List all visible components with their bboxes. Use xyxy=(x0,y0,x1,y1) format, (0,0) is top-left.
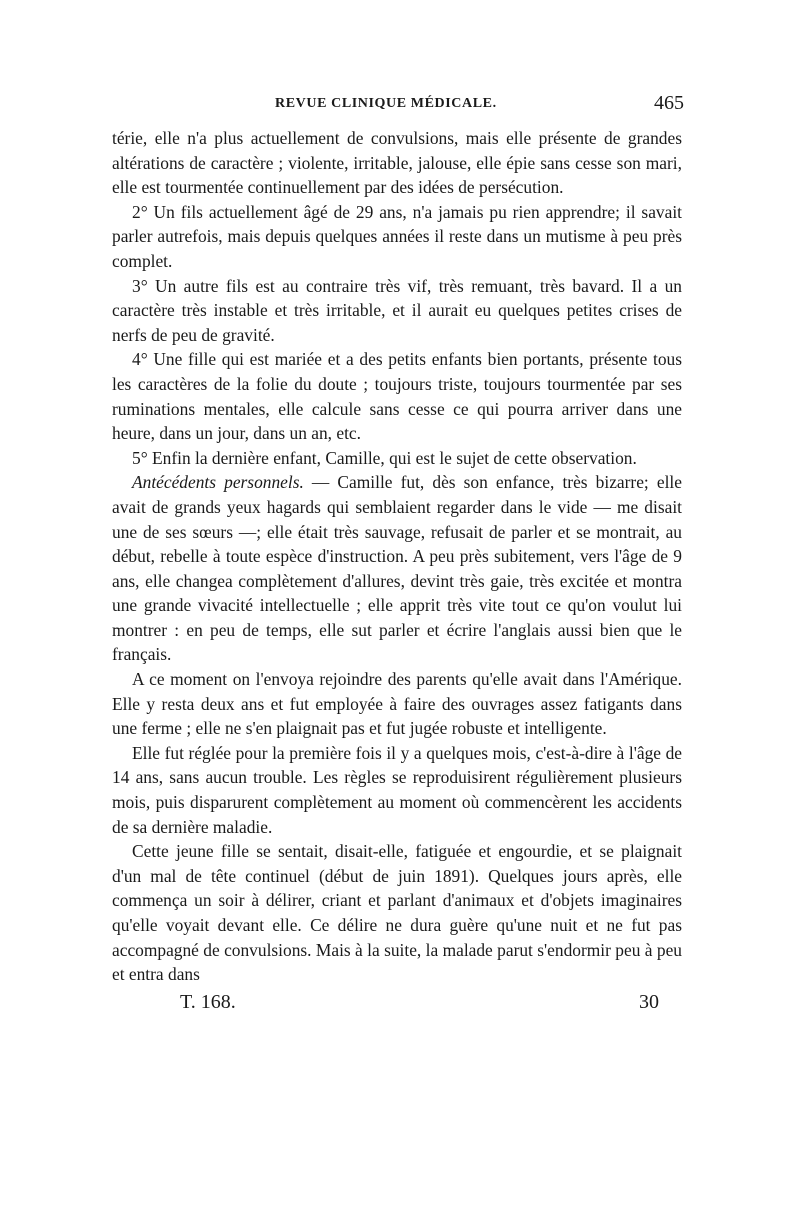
paragraph-america: A ce moment on l'envoya rejoindre des parents qu'elle avait dans l'Amérique. Elle y resta deux ans et fut employée à faire des ouvrages assez fatigants dans une ferme ; elle ne s'en plaignait pas et fut jugée robuste et intelligente. xyxy=(112,669,682,739)
body-text xyxy=(112,126,682,987)
paragraph-antecedents xyxy=(112,470,682,667)
page-header xyxy=(112,92,684,126)
running-head: REVUE CLINIQUE MÉDICALE. xyxy=(275,96,497,111)
printer-signature: T. 168. xyxy=(180,990,236,1013)
antecedents-heading: Antécédents personnels. xyxy=(132,472,304,493)
page-number: 465 xyxy=(654,92,684,114)
paragraph-daughter: 4° Une fille qui est mariée et a des petits enfants bien portants, présente tous les caractères de la folie du doute ; toujours triste, toujours tourmentée par ses ruminations mentales, elle calcule sans cesse ce qui pourra arriver dans une heure, dans un jour, dans un an, etc. xyxy=(112,349,682,444)
paragraph-camille: 5° Enfin la dernière enfant, Camille, qui est le sujet de cette observation. xyxy=(132,447,637,468)
paragraph-continuation: térie, elle n'a plus actuellement de convulsions, mais elle présente de grandes altérations de caractère ; violente, irritable, jalouse, elle épie sans cesse son mari, elle est tourmentée continuellement par des idées de persécution. xyxy=(112,128,682,198)
sheet-number: 30 xyxy=(639,990,659,1013)
document-page xyxy=(112,92,684,1156)
paragraph-illness-onset: Cette jeune fille se sentait, disait-elle, fatiguée et engourdie, et se plaignait d'un mal de tête continuel (début de juin 1891). Quelques jours après, elle commença un soir à délirer, criant et parlant d'animaux et d'objets imaginaires qu'elle voyait devant elle. Ce délire ne dura guère qu'une nuit et ne fut pas accompagné de convulsions. Mais à la suite, la malade parut s'endormir peu à peu et entra dans xyxy=(112,841,682,985)
paragraph-third-son: 3° Un autre fils est au contraire très vif, très remuant, très bavard. Il a un caractère très instable et très irritable, et il aurait eu quelques petites crises de nerfs de peu de gravité. xyxy=(112,275,682,345)
page-footer xyxy=(112,991,682,1021)
paragraph-second-son: 2° Un fils actuellement âgé de 29 ans, n'a jamais pu rien apprendre; il savait parler autrefois, mais depuis quelques années il reste dans un mutisme à peu près complet. xyxy=(112,201,682,271)
paragraph-menses: Elle fut réglée pour la première fois il y a quelques mois, c'est-à-dire à l'âge de 14 ans, sans aucun trouble. Les règles se reproduisirent régulièrement plusieurs mois, puis disparurent complètement au moment où commencèrent les accidents de sa dernière maladie. xyxy=(112,742,682,837)
antecedents-text: — Camille fut, dès son enfance, très bizarre; elle avait de grands yeux hagards qui semblaient regarder dans le vide — me disait une de ses sœurs —; elle était très sauvage, refusait de parler et se montrait, au début, rebelle à toute espèce d'instruction. A peu près subitement, vers l'âge de 9 ans, elle changea complètement d'allures, devint très gaie, très excitée et montra une grande vivacité intellectuelle ; elle apprit très vite tout ce qu'on voulut lui montrer : en peu de temps, elle sut parler et écrire l'anglais aussi bien que le français. xyxy=(112,472,682,665)
